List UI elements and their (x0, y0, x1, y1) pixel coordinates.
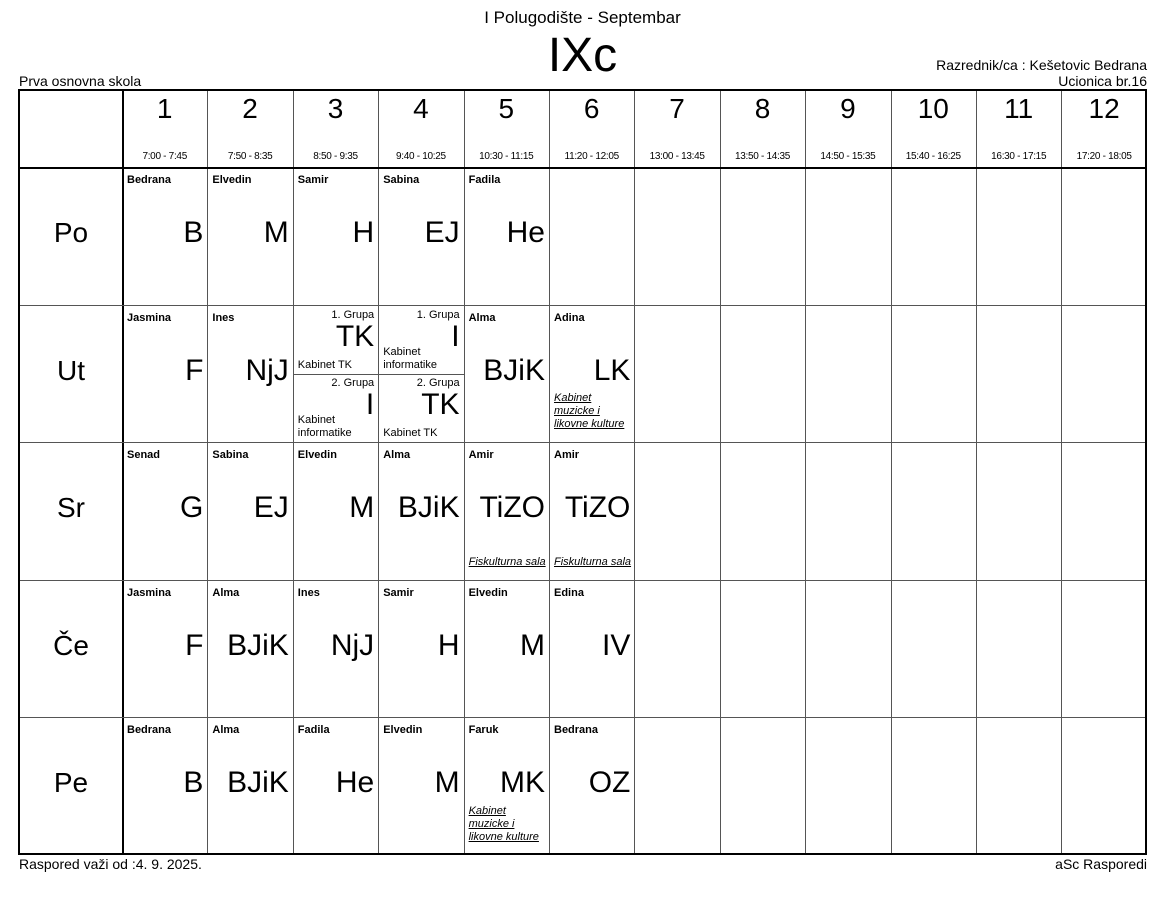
subject-code: NjJ (330, 628, 375, 662)
period-number: 5 (498, 93, 515, 124)
day-label: Sr (57, 492, 85, 524)
school-name: Prva osnovna skola (19, 73, 142, 89)
lesson-cell (379, 168, 463, 305)
room-name: Kabinet TK (297, 358, 353, 371)
lesson-cell (294, 581, 378, 718)
lesson-cell (465, 168, 549, 305)
room-name: Fiskulturna sala (554, 555, 632, 568)
lesson-cell (465, 718, 549, 855)
group-divider (379, 374, 463, 375)
subject-code: TiZO (479, 491, 545, 525)
valid-from-note: Raspored važi od :4. 9. 2025. (19, 856, 202, 872)
teacher-name: Amir (554, 449, 580, 462)
period-number: 7 (669, 93, 685, 124)
day-label: Ut (57, 354, 85, 386)
period-time: 16:30 - 17:15 (991, 151, 1047, 162)
teacher-name: Bedrana (127, 724, 172, 737)
teacher-name: Jasmina (127, 311, 172, 324)
subject-code: TK (335, 319, 375, 353)
column-divider (634, 91, 635, 853)
lesson-cell (550, 306, 634, 443)
subject-code: M (263, 216, 289, 249)
subject-code: He (506, 216, 545, 249)
period-number: 3 (327, 93, 344, 124)
subject-code: He (335, 766, 375, 800)
day-label: Če (53, 629, 89, 661)
room-name: Fiskulturna sala (468, 555, 546, 568)
column-divider (805, 91, 806, 853)
period-number: 12 (1088, 93, 1120, 124)
subject-code: NjJ (245, 353, 289, 387)
lesson-cell (208, 581, 292, 718)
group-lesson (379, 306, 463, 374)
teacher-name: Alma (212, 724, 240, 737)
schedule-subtitle: I Polugodište - Septembar (484, 8, 681, 27)
teacher-name: Samir (383, 586, 414, 599)
lesson-cell (123, 168, 207, 305)
period-number: 8 (754, 93, 771, 124)
teacher-name: Jasmina (127, 586, 172, 599)
teacher-name: Fadila (297, 724, 330, 737)
room-name: Kabinet muzicke i likovne kulture (468, 804, 539, 843)
subject-code: F (185, 628, 204, 662)
group-lesson (294, 374, 378, 442)
teacher-name: Alma (383, 449, 411, 462)
subject-code: BJiK (227, 766, 289, 800)
subject-code: M (519, 628, 545, 662)
room-name: Kabinet informatike (383, 345, 437, 371)
day-label: Pe (53, 767, 89, 799)
group-label: 1. Grupa (416, 308, 460, 321)
subject-code: EJ (253, 491, 289, 525)
lesson-cell (208, 443, 292, 580)
teacher-name: Elvedin (468, 586, 508, 599)
period-number: 11 (1004, 93, 1034, 124)
column-divider (891, 91, 892, 853)
day-label: Po (53, 217, 89, 248)
lesson-cell (294, 168, 378, 305)
teacher-name: Alma (212, 586, 240, 599)
lesson-cell (550, 718, 634, 855)
period-number: 10 (917, 93, 949, 124)
teacher-name: Adina (554, 311, 585, 324)
lesson-cell (379, 443, 463, 580)
subject-code: B (183, 216, 204, 249)
period-time: 17:20 - 18:05 (1076, 151, 1132, 162)
lesson-cell (294, 306, 378, 443)
period-time: 13:50 - 14:35 (734, 151, 791, 162)
column-divider (1061, 91, 1062, 853)
group-label: 2. Grupa (416, 376, 460, 389)
subject-code: BJiK (483, 353, 545, 387)
lesson-cell (294, 718, 378, 855)
lesson-cell (123, 718, 207, 855)
teacher-name: Alma (468, 311, 496, 324)
subject-code: F (185, 353, 204, 387)
subject-code: LK (593, 353, 631, 387)
column-divider (976, 91, 977, 853)
period-time: 8:50 - 9:35 (313, 151, 358, 162)
classroom: Ucionica br.16 (1058, 73, 1147, 89)
period-number: 1 (156, 93, 173, 124)
teacher-name: Faruk (468, 724, 499, 737)
teacher-name: Ines (297, 586, 320, 599)
teacher-name: Senad (127, 449, 161, 462)
period-number: 9 (840, 93, 856, 124)
teacher-name: Amir (468, 449, 494, 462)
period-time: 13:00 - 13:45 (649, 151, 705, 162)
lesson-cell (550, 443, 634, 580)
teacher-name: Bedrana (554, 724, 599, 737)
teacher-name: Elvedin (212, 174, 252, 186)
teacher-name: Sabina (212, 449, 249, 462)
subject-code: TK (421, 387, 460, 421)
subject-code: I (365, 387, 375, 421)
teacher-name: Bedrana (127, 174, 172, 186)
subject-code: TiZO (564, 491, 631, 525)
subject-code: MK (499, 766, 545, 800)
room-name: Kabinet informatike (297, 413, 352, 439)
period-time: 7:00 - 7:45 (142, 151, 187, 162)
subject-code: BJiK (227, 628, 289, 662)
lesson-cell (208, 718, 292, 855)
period-time: 9:40 - 10:25 (395, 151, 446, 162)
lesson-cell (465, 306, 549, 443)
group-lesson (294, 306, 378, 374)
group-lesson (379, 374, 463, 442)
subject-code: M (434, 766, 460, 800)
subject-code: BJiK (397, 491, 460, 525)
period-number: 2 (242, 93, 258, 124)
class-teacher: Razrednik/ca : Kešetovic Bedrana (936, 57, 1147, 73)
subject-code: IV (602, 628, 631, 662)
lesson-cell (123, 581, 207, 718)
room-name: Kabinet muzicke i likovne kulture (554, 392, 625, 431)
period-time: 15:40 - 16:25 (905, 151, 961, 162)
subject-code: H (437, 628, 460, 662)
subject-code: H (352, 216, 375, 249)
subject-code: G (180, 491, 204, 525)
group-divider (294, 374, 378, 375)
lesson-cell (208, 168, 292, 305)
teacher-name: Elvedin (383, 724, 423, 737)
teacher-name: Ines (212, 311, 235, 324)
lesson-cell (465, 443, 549, 580)
period-time: 11:20 - 12:05 (564, 151, 619, 162)
lesson-cell (465, 581, 549, 718)
period-number: 6 (583, 93, 600, 124)
subject-code: M (349, 491, 375, 525)
lesson-cell (294, 443, 378, 580)
lesson-cell (379, 718, 463, 855)
subject-code: EJ (424, 216, 460, 249)
lesson-cell (208, 306, 292, 443)
subject-code: I (451, 319, 460, 353)
subject-code: B (183, 766, 204, 800)
room-name: Kabinet TK (383, 426, 438, 439)
period-time: 7:50 - 8:35 (227, 151, 273, 162)
period-time: 14:50 - 15:35 (820, 151, 876, 162)
column-divider (720, 91, 721, 853)
lesson-cell (550, 581, 634, 718)
lesson-cell (379, 306, 463, 443)
lesson-cell (379, 581, 463, 718)
teacher-name: Edina (554, 586, 584, 599)
teacher-name: Fadila (468, 174, 501, 186)
timetable-grid (18, 89, 1147, 855)
lesson-cell (123, 306, 207, 443)
teacher-name: Sabina (383, 174, 420, 186)
teacher-name: Elvedin (297, 449, 337, 462)
teacher-name: Samir (297, 174, 329, 186)
lesson-cell (123, 443, 207, 580)
period-number: 4 (413, 93, 429, 124)
subject-code: OZ (588, 766, 631, 800)
software-credit: aSc Rasporedi (1055, 856, 1147, 872)
period-time: 10:30 - 11:15 (479, 151, 534, 162)
group-label: 1. Grupa (331, 308, 375, 321)
class-title: IXc (547, 29, 618, 82)
group-label: 2. Grupa (331, 376, 375, 389)
